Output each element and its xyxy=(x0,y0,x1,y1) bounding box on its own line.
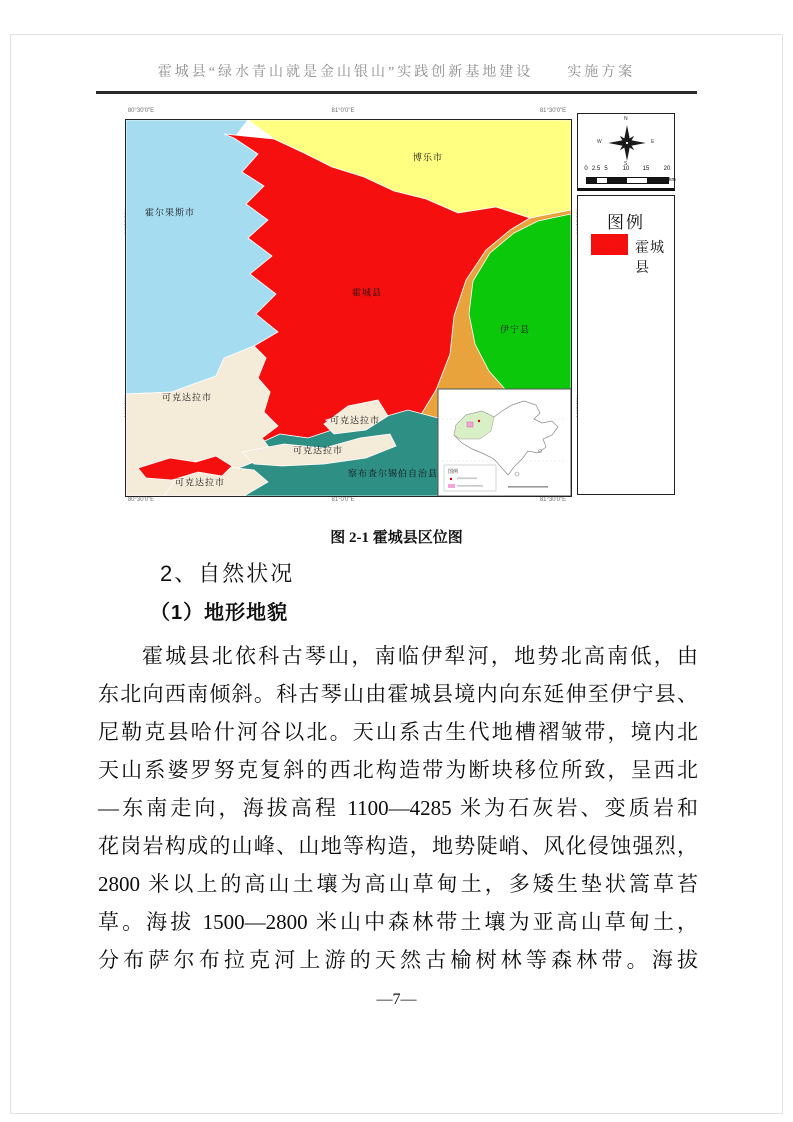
huocheng-marker xyxy=(467,422,473,427)
scalebar-unit: km xyxy=(669,177,676,183)
map-region-label: 可克达拉市 xyxy=(161,392,213,403)
longitude-labels-bottom xyxy=(125,497,570,506)
body-text-line: 霍城县北依科古琴山，南临伊犁河，地势北高南低，由 xyxy=(142,644,698,668)
map-region-label: 可克达拉市 xyxy=(329,415,381,426)
scalebar-tick-label: 2.5 xyxy=(591,166,601,172)
coordinate-label: 80°30'0"E xyxy=(127,108,155,114)
legend-box xyxy=(577,195,675,495)
main-map xyxy=(125,119,572,497)
china-inset-map xyxy=(438,389,571,496)
scalebar-segment xyxy=(597,178,607,183)
coordinate-label: 81°0'0"E xyxy=(331,108,355,114)
body-text-line: 东北向西南倾斜。科古琴山由霍城县境内向东延伸至伊宁县、 xyxy=(98,682,698,706)
map-region-label: 察布查尔锡伯自治县 xyxy=(347,468,439,479)
figure-caption: 图 2-1 霍城县区位图 xyxy=(330,530,463,546)
page-header xyxy=(96,62,697,94)
scalebar-tick-label: 10 xyxy=(622,166,630,172)
compass-direction-label: N xyxy=(624,116,628,122)
body-text-line: 草。海拔 1500—2800 米山中森林带土壤为亚高山草甸土， xyxy=(98,910,698,934)
legend-color-swatch xyxy=(591,234,628,255)
coordinate-label: 81°0'0"E xyxy=(331,497,355,503)
coordinate-label: 81°30'0"E xyxy=(539,108,567,114)
inset-legend xyxy=(444,465,496,491)
body-text-line: —东南走向，海拔高程 1100—4285 米为石灰岩、变质岩和 xyxy=(98,796,698,820)
coordinate-label: 81°30'0"E xyxy=(539,497,567,503)
body-paragraph xyxy=(98,637,698,979)
body-text-line: 分布萨尔布拉克河上游的天然古榆树林等森林带。海拔 xyxy=(98,948,698,972)
compass-direction-label: W xyxy=(597,139,602,145)
scalebar-segment xyxy=(607,178,627,183)
inset-legend-swatch xyxy=(448,484,455,488)
coordinate-label: 80°30'0"E xyxy=(127,497,155,503)
body-text-line: 天山系婆罗努克复斜的西北构造带为断块移位所致，呈西北 xyxy=(98,758,698,782)
map-region-label: 伊宁县 xyxy=(499,324,531,335)
inset-legend-text-line xyxy=(457,478,477,480)
scalebar-segment xyxy=(587,178,597,183)
scalebar-tick-label: 20 xyxy=(663,166,671,172)
scalebar xyxy=(586,177,669,184)
subsection-heading: （1）地形地貌 xyxy=(150,602,289,624)
header-title: 霍城县“绿水青山就是金山银山”实践创新基地建设 实施方案 xyxy=(157,65,636,80)
longitude-labels-top xyxy=(125,108,570,117)
scalebar-ticks xyxy=(578,166,674,174)
scalebar-tick-label: 0 xyxy=(584,166,588,172)
body-text-line: 尼勒克县哈什河谷以北。天山系古生代地槽褶皱带，境内北 xyxy=(98,720,698,744)
inset-legend-text-line xyxy=(457,485,483,487)
capital-dot xyxy=(478,420,480,422)
legend-title: 图例 xyxy=(607,213,645,232)
scalebar-tick-label: 15 xyxy=(642,166,650,172)
body-text-line: 花岗岩构成的山峰、山地等构造，地势陡峭、风化侵蚀强烈， xyxy=(98,834,698,858)
legend-item xyxy=(578,234,674,276)
scalebar-tick-label: 5 xyxy=(604,166,608,172)
section-heading: 2、自然状况 xyxy=(160,561,295,586)
legend-item-label: 霍城县 xyxy=(635,241,665,276)
scalebar-segment xyxy=(627,178,647,183)
compass-scale-box xyxy=(577,113,675,191)
region-map-svg xyxy=(126,120,571,496)
body-text-line: 2800 米以上的高山土壤为高山草甸土，多矮生垫状篙草苔 xyxy=(98,872,698,896)
location-map-figure xyxy=(118,108,675,505)
inset-scalebar xyxy=(508,486,548,488)
inset-legend-title: 图例 xyxy=(448,470,459,475)
map-region-label: 可克达拉市 xyxy=(174,477,226,488)
scalebar-segment xyxy=(647,178,668,183)
map-side-panel xyxy=(577,113,675,493)
map-region-label: 霍城县 xyxy=(351,287,383,298)
map-region-label: 可克达拉市 xyxy=(292,445,344,456)
compass-direction-label: S xyxy=(624,161,628,167)
inset-legend-dot xyxy=(450,478,452,480)
map-region-label: 霍尔果斯市 xyxy=(144,207,196,218)
map-region-label: 博乐市 xyxy=(412,152,444,163)
page-number: —7— xyxy=(376,991,417,1008)
compass-direction-label: E xyxy=(651,139,655,145)
compass-rose-icon xyxy=(601,120,653,166)
